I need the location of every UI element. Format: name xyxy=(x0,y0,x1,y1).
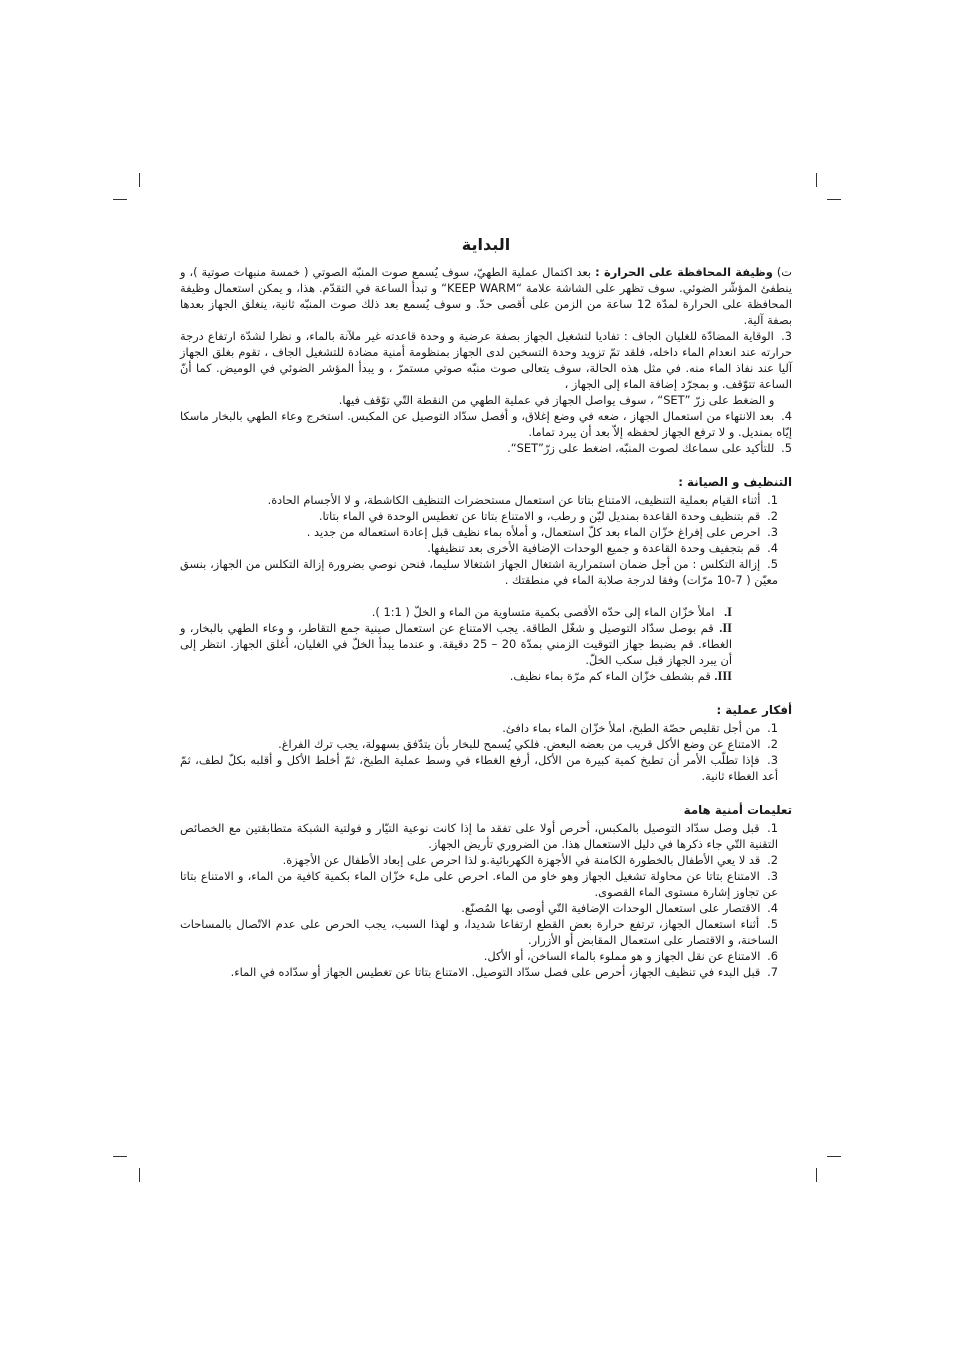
descaling-steps xyxy=(180,604,792,684)
item-text: قد لا يعي الأطفال بالخطورة الكامنة في الأجهزة الكهربائية.و لذا احرص على إبعاد الأطفال عن الأجهزة. xyxy=(282,853,761,867)
document-page xyxy=(180,234,792,980)
item-text: قبل وصل سدّاد التوصيل بالمكبس، أحرص أولا على تفقد ما إذا كانت نوعية التيّار و فولتية الشبكة متطابقتين مع الخصائص التقنية التّي جاء ذكرها في دليل الاستعمال هذا. من الضروري تأريض الجهاز. xyxy=(180,821,778,851)
item-text: من أجل تقليص حصّة الطبخ، املأ خزّان الماء بماء دافئ. xyxy=(502,721,761,735)
item-number: 3. xyxy=(781,329,793,343)
item-text: املأ خزّان الماء إلى حدّه الأقصى بكمية متساوية من الماء و الخلّ ( 1:1 ). xyxy=(371,605,715,619)
item-number: 3. xyxy=(767,525,778,539)
list-item xyxy=(180,916,792,948)
item-number: 2. xyxy=(767,737,778,751)
item-text: الامتناع بتاتا عن محاولة تشغيل الجهاز وهو خاو من الماء. احرص على ملء خزّان الماء بكمية كافية من الماء، و الامتناع بتاتا عن تجاوز إشارة مستوى الماء القصوى. xyxy=(180,869,778,899)
item-text: قم بوصل سدّاد التوصيل و شغّل الطاقة. يجب الامتناع عن استعمال صينية جمع التقاطر، و وعاء الطهي بالبخار، و الغطاء. قم بضبط جهاز التوقيت الزمني بمدّة 20 – 25 دقيقة. و عندما يبدأ الخلّ في الغليان، أغلق الجهاز. انتظر إلى أن يبرد الجهاز قبل سكب الخلّ. xyxy=(180,621,733,667)
item-number: 2. xyxy=(767,509,778,523)
item-number: 1. xyxy=(767,721,778,735)
list-item xyxy=(180,556,792,588)
list-item xyxy=(180,604,732,620)
list-item xyxy=(180,736,792,752)
list-item xyxy=(180,540,792,556)
item-number: 4. xyxy=(767,901,778,915)
list-item xyxy=(180,964,792,980)
item-number: 3. xyxy=(767,869,778,883)
item-number: I. xyxy=(724,605,732,619)
item-text: قم بتنظيف وحدة القاعدة بمنديل ليّن و رطب، و الامتناع بتاتا عن تغطيس الوحدة في الماء بتاتا. xyxy=(318,509,761,523)
crop-mark-bottom-left-v xyxy=(139,1168,140,1182)
item-text: الامتناع عن نقل الجهاز و هو مملوء بالماء الساخن، أو الأكل. xyxy=(483,949,761,963)
item-text: قم بشطف خزّان الماء كم مرّة بماء نظيف. xyxy=(509,669,711,683)
list-item xyxy=(180,720,792,736)
list-item xyxy=(180,492,792,508)
item-text: احرص على إفراغ خزّان الماء بعد كلّ استعمال، و أملأه بماء نظيف قبل إعادة استعماله من جديد . xyxy=(306,525,761,539)
item-number: 7. xyxy=(767,965,778,979)
item-text: الاقتصار على استعمال الوحدات الإضافية التّي أوصى بها المُصنّع. xyxy=(461,901,761,915)
item-number: 2. xyxy=(767,853,778,867)
list-item xyxy=(180,440,792,456)
item-text: أثناء استعمال الجهاز، ترتفع حرارة بعض القطع ارتفاعا شديدا، و لهذا السبب، يجب الحرص على عدم الاتّصال بالمساحات الساخنة، و الاقتصار على استعمال المقابض أو الأزرار. xyxy=(180,917,778,947)
item-text: فإذا تطلّب الأمر أن تطبخ كمية كبيرة من الأكل، أرفع الغطاء في وسط عملية الطبخ، ثمّ أخلط الأكل و أقلبه بكلّ لطف، ثمّ أعد الغطاء ثانية. xyxy=(180,753,778,783)
list-item xyxy=(180,820,792,852)
safety-heading: تعليمات أمنية هامة xyxy=(683,803,792,817)
intro-prefix: ت) xyxy=(776,265,793,279)
item-number: 1. xyxy=(767,493,778,507)
list-item xyxy=(180,948,792,964)
item-text: للتأكيد على سماعك لصوت المنبّه، اضغط على زرّ”SET“. xyxy=(507,441,775,455)
cleaning-heading: التنظيف و الصيانة : xyxy=(678,475,792,489)
item-text: الوقاية المضادّة للغليان الجاف : تفاديا لتشغيل الجهاز بصفة عرضية و وحدة قاعدته غير ملآنة بالماء، و نظرا لشدّة ارتفاع درجة حرارته عند انعدام الماء داخله، فلقد تمّ تزويد وحدة التسخين لدى الجهاز بمنظومة أمنية مضادة للتشغيل الجاف ، تقوم بغلق الجهاز آليا عند نفاذ الماء منه. في مثل هذه الحالة، سوف يتعالى صوت منبّه صوتي مستمرّ ، و يبدأ المؤشر الضوئي في الوميض. كما أنّ الساعة تتوّقف. و بمجرّد إضافة الماء إلى الجهاز ، xyxy=(180,329,792,391)
intro-paragraph xyxy=(180,264,792,328)
item-number: 6. xyxy=(767,949,778,963)
list-item xyxy=(180,900,792,916)
list-item xyxy=(180,408,792,440)
intro-bold-label: وظيفة المحافظة على الحرارة : xyxy=(595,265,773,279)
list-item xyxy=(180,508,792,524)
crop-mark-bottom-left-h xyxy=(113,1156,127,1157)
item-number: 5. xyxy=(767,557,778,571)
item-number: III. xyxy=(714,669,732,683)
tips-heading: أفكار عملية : xyxy=(716,703,792,717)
crop-mark-bottom-right-v xyxy=(816,1168,817,1182)
crop-mark-top-right-h xyxy=(827,199,841,200)
item-number: II. xyxy=(719,621,732,635)
item-number: 3. xyxy=(767,753,778,767)
item-number: 5. xyxy=(767,917,778,931)
list-item xyxy=(180,752,792,784)
crop-mark-bottom-right-h xyxy=(827,1156,841,1157)
list-item xyxy=(180,668,732,684)
item-text: الامتناع عن وضع الأكل قريب من بعضه البعض. فلكي يُسمح للبخار بأن يتدّفق بسهولة، يجب ترك الفراغ. xyxy=(278,737,761,751)
item-text: و الضغط على زرّ ”SET“ ، سوف يواصل الجهاز في عملية الطهي من النقطة التّي توّقف فيها. xyxy=(338,393,775,407)
item-text: إزالة التكلس : من أجل ضمان استمرارية اشتغال الجهاز اشتغالا سليما، فنحن نوصي بضرورة إزالة التكلس من الجهاز، بنسق معيّن ( 7-10 مرّات) وفقا لدرجة صلابة الماء في منطقتك . xyxy=(180,557,778,587)
item-number: 5. xyxy=(781,441,792,455)
list-item xyxy=(180,868,792,900)
crop-mark-top-left-v xyxy=(139,173,140,187)
item-number: 1. xyxy=(767,821,778,835)
list-item xyxy=(180,524,792,540)
item-text: قم بتجفيف وحدة القاعدة و جميع الوحدات الإضافية الأخرى بعد تنظيفها. xyxy=(427,541,761,555)
list-item xyxy=(180,392,792,408)
crop-mark-top-right-v xyxy=(816,173,817,187)
page-title: البداية xyxy=(461,235,511,254)
list-item xyxy=(180,620,732,668)
item-text: أثناء القيام بعملية التنظيف، الامتناع بتاتا عن استعمال مستحضرات التنظيف الكاشطة، و لا الأجسام الحادة. xyxy=(267,493,761,507)
safety-list xyxy=(180,820,792,980)
cleaning-list xyxy=(180,492,792,588)
intro-text: بعد اكتمال عملية الطهيّ، سوف يُسمع صوت المنبّه الصوتي ( خمسة منبهات صوتية )، و ينطفئ المؤشّر الضوئي. سوف تظهر على الشاشة علامة “KEEP WARM“ و تبدأ الساعة في التقدّم. هذا، و يمكن استعمال وظيفة المحافظة على الحرارة لمدّة 12 ساعة من الزمن على أقصى حدّ. و سوف يُسمع بعد ذلك صوت المنبّه ثانية، ينغلق الجهاز بعدها بصفة آلية. xyxy=(180,265,792,327)
crop-mark-top-left-h xyxy=(113,199,127,200)
item-number: 4. xyxy=(781,409,793,423)
numbered-list-top xyxy=(180,328,792,456)
list-item xyxy=(180,852,792,868)
tips-list xyxy=(180,720,792,784)
list-item xyxy=(180,328,792,392)
item-number: 4. xyxy=(767,541,778,555)
item-text: قبل البدء في تنظيف الجهاز، أحرص على فصل سدّاد التوصيل. الامتناع بتاتا عن تغطيس الجهاز أو سدّاده في الماء. xyxy=(230,965,761,979)
item-text: بعد الانتهاء من استعمال الجهاز ، ضعه في وضع إغلاق، و أفصل سدّاد التوصيل عن المكبس. استخرج وعاء الطهي بالبخار ماسكا إيّاه بمنديل. و لا ترفع الجهاز لحفظه إلاّ بعد أن يبرد تماما. xyxy=(180,409,792,439)
